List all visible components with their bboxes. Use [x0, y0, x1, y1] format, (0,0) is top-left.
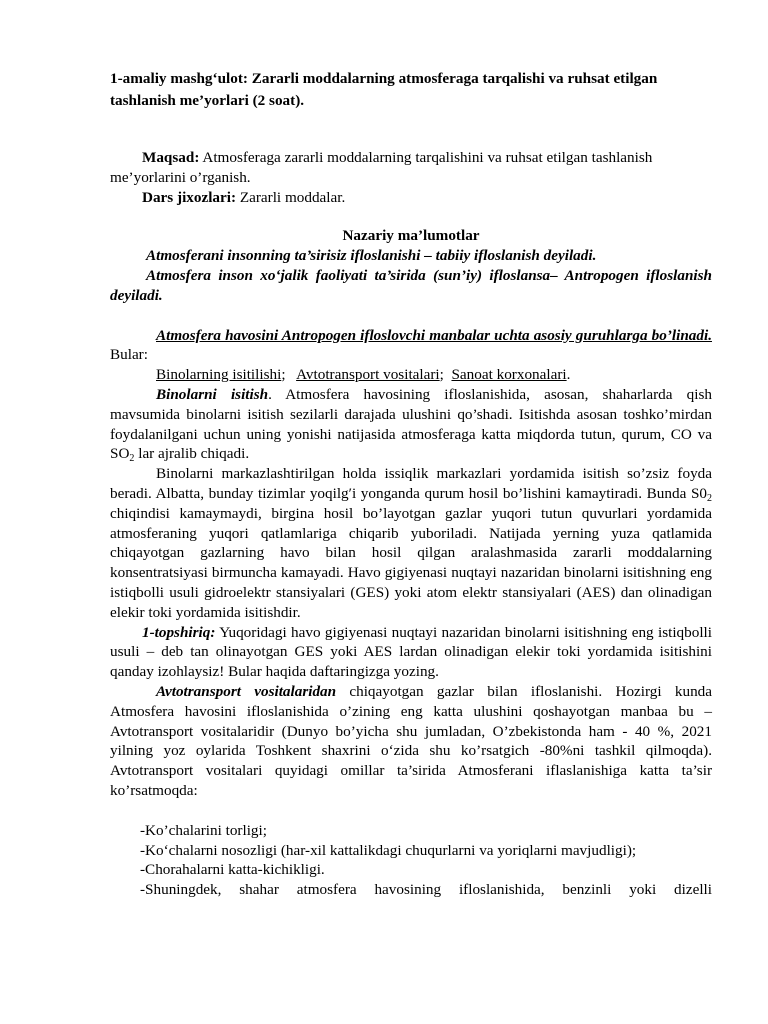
spacer [110, 112, 712, 148]
document-title: 1-amaliy mashg‘ulot: Zararli moddalarning atmosferaga tarqalishi va ruhsat etilgan tashlanish me’yorlari (2 soat). [110, 70, 658, 109]
task1-label: 1-topshiriq: [142, 623, 216, 641]
goal-label: Maqsad: [142, 149, 200, 166]
sources-heading: Atmosfera havosini Antropogen ifloslovchi manbalar uchta asosiy guruhlarga bo’linadi. [156, 326, 712, 344]
equipment-text: Zararli moddalar. [239, 188, 346, 206]
sources-after: Bular: [110, 346, 148, 364]
document-page [110, 68, 712, 900]
spacer [110, 801, 712, 821]
spacer [110, 306, 712, 326]
section-title: Nazariy ma’lumotlar [342, 227, 480, 245]
list-item: -Ko’chalarini torligi; [140, 821, 267, 839]
source-transport: Avtotransport vositalari [296, 366, 440, 384]
source-heating: Binolarning isitilishi [156, 366, 282, 384]
goal-text: Atmosferaga zararli moddalarning tarqalishini va ruhsat etilgan tashlanish me’yorlarini o’rganish. [110, 149, 653, 186]
sources-paragraph [110, 326, 712, 366]
heating-paragraph [110, 385, 712, 464]
task1-paragraph [110, 623, 712, 682]
source-industry: Sanoat korxonalari [451, 366, 567, 384]
goal-paragraph [110, 148, 712, 188]
definition-anthropogenic: Atmosfera inson xo‘jalik faoliyati ta’sirida (sun’iy) ifloslansa– Antropogen ifloslanish deyiladi. [110, 266, 712, 304]
list-item: -Chorahalarni katta-kichikligi. [140, 861, 325, 879]
spacer [110, 207, 712, 226]
transport-label: Avtotransport vositalaridan [156, 682, 337, 700]
list-item: -Ko‘chalarni nosozligi (har-xil kattalikdagi chuqurlarni va yoriqlarni mavjudligi); [140, 841, 637, 859]
central-heating-paragraph: Binolarni markazlashtirilgan holda issiqlik markazlari yordamida isitish so’zsiz foyda beradi. Albatta, bunday tizimlar yoqilg′i yonganda qurum hosil bo’lishini kamaytiradi. Bunda $S0_2$ chiqindisi kamaymaydi, birgina hosil bo’layotgan gazlar yuqori tutun quvurlari yordamida atmosferaning yuqori qatlamlariga chiqarib yuboriladi. Natijada yerning yuza qatlamida chiqayotgan gazlarning havo bilan hosil qilgan aralashmasida zararli moddalarning konsentratsiyasi birmuncha kamayadi. Havo gigiyenasi nuqtayi nazaridan binolarni isitishning eng istiqbolli usuli gidroelektr stansiyalari (GES) yoki atom elektr stansiyalari (AES) dan olinadigan elekir toki yordamida isitishdir. [110, 465, 712, 621]
task1-text: Yuqoridagi havo gigiyenasi nuqtayi nazaridan binolarni isitishning eng istiqbolli usuli – deb tan olinayotgan GES yoki AES lardan olinadigan elekir toki yordamida isitishini qanday izohlaysiz! Bular haqida daftaringizga yozing. [110, 623, 712, 681]
equipment-label: Dars jixozlari: [142, 188, 237, 206]
transport-paragraph [110, 682, 712, 801]
heating-label: Binolarni isitish [156, 385, 269, 403]
heating-subscript: 2 [129, 453, 135, 465]
heating-tail: lar ajralib chiqadi. [134, 445, 250, 463]
sources-list: Binolarning isitilishi; Avtotransport vositalari; Sanoat korxonalari. [156, 366, 571, 384]
central-subscript: 2 [707, 492, 712, 504]
transport-text: chiqayotgan gazlar bilan ifloslanishi. Hozirgi kunda Atmosfera havosini ifloslanishida o’zining eng katta ulushini qoshayotgan manbaa bu – Avtotransport vositalaridir (Dunyo bo’yicha shu jumladan, O’zbekistonda ham - 40 %, 2021 yilning yoz oylarida Toshkent shaxrini o‘zida shu ko’rsatgich -80%ni tashkil qilmoqda). Avtotransport vositalari quyidagi omillar ta’sirida Atmosferani iflaslanishiga katta ta’sir ko’rsatmoqda: [110, 682, 712, 799]
heating-text: . Atmosfera havosining ifloslanishida, asosan, shaharlarda qish mavsumida binolarni isitish sezilarli darajada ulushini qo’shadi. Isitishda asosan toshko’mirdan foydalanilgani uchun uning yonishi natijasida atmosferaga katta miqdorda tutun, qurum, CO va SO [110, 385, 712, 463]
equipment-paragraph [110, 188, 712, 208]
list-item: -Shuningdek, shahar atmosfera havosining ifloslanishida, benzinli yoki dizelli [140, 881, 712, 899]
definition-natural: Atmosferani insonning ta’sirisiz ifloslanishi – tabiiy ifloslanish deyiladi. [146, 247, 597, 265]
factors-list [110, 821, 712, 900]
